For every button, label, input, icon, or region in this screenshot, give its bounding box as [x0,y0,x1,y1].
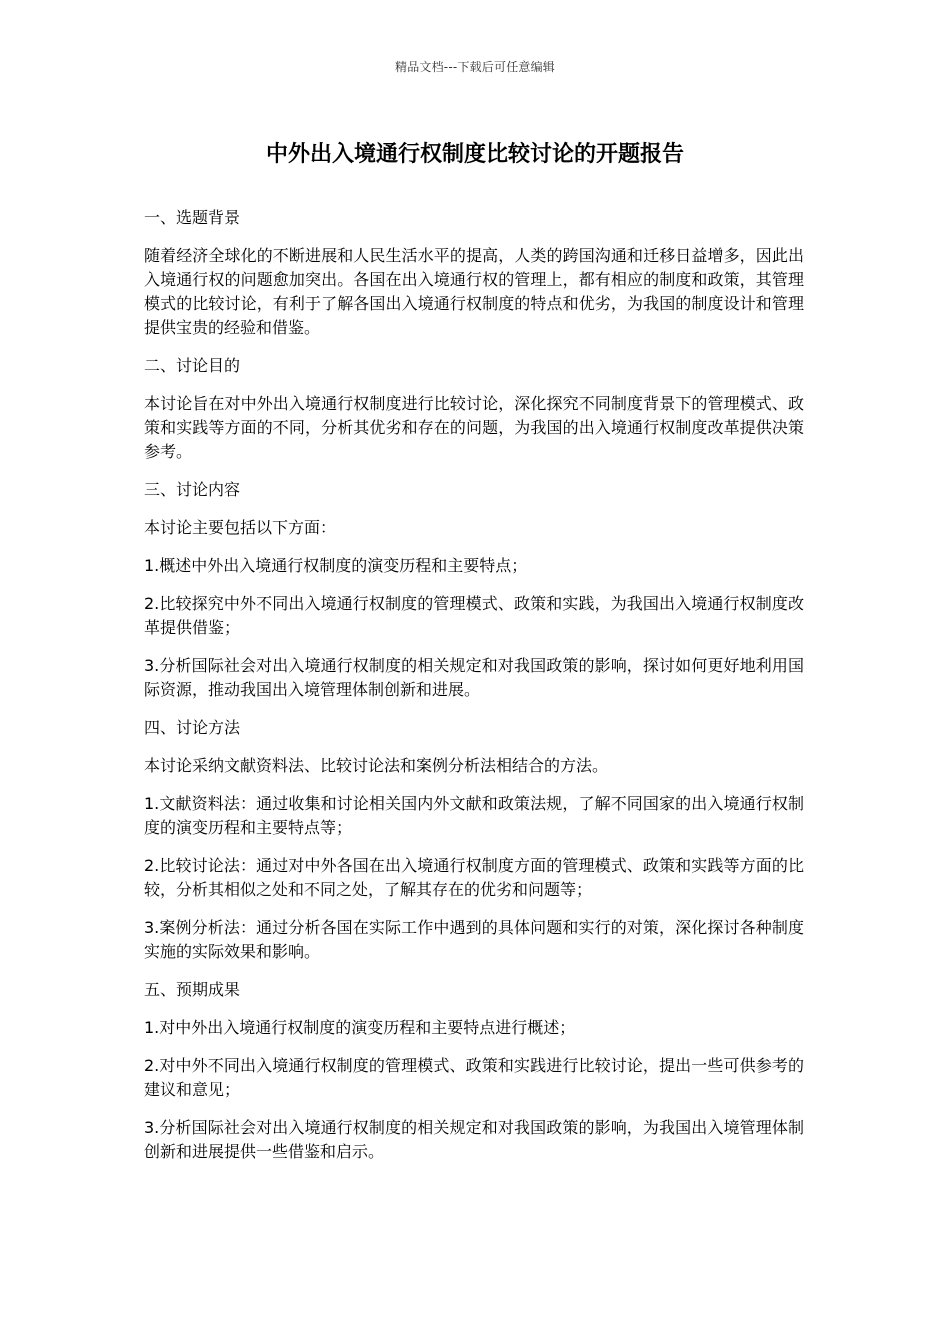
body-paragraph: 3.分析国际社会对出入境通行权制度的相关规定和对我国政策的影响，为我国出入境管理体制创新和进展提供一些借鉴和启示。 [144,1118,804,1161]
section-heading: 四、讨论方法 [144,718,241,737]
body-paragraph: 3.分析国际社会对出入境通行权制度的相关规定和对我国政策的影响，探讨如何更好地利用国际资源，推动我国出入境管理体制创新和进展。 [144,656,804,699]
body-paragraph: 本讨论旨在对中外出入境通行权制度进行比较讨论，深化探究不同制度背景下的管理模式、政策和实践等方面的不同，分析其优劣和存在的问题，为我国的出入境通行权制度改革提供决策参考。 [144,394,804,461]
document-body [144,206,804,1178]
body-paragraph: 本讨论主要包括以下方面： [144,518,337,537]
document-title: 中外出入境通行权制度比较讨论的开题报告 [265,142,684,167]
header-note: 精品文档---下载后可任意编辑 [395,60,555,74]
body-paragraph: 2.比较探究中外不同出入境通行权制度的管理模式、政策和实践，为我国出入境通行权制度改革提供借鉴； [144,594,804,637]
body-paragraph: 1.对中外出入境通行权制度的演变历程和主要特点进行概述； [144,1018,576,1037]
body-paragraph: 本讨论采纳文献资料法、比较讨论法和案例分析法相结合的方法。 [144,756,609,775]
section-heading: 一、选题背景 [144,208,241,227]
body-paragraph: 1.概述中外出入境通行权制度的演变历程和主要特点； [144,556,528,575]
body-paragraph: 2.对中外不同出入境通行权制度的管理模式、政策和实践进行比较讨论，提出一些可供参考的建议和意见； [144,1056,804,1099]
body-paragraph: 1.文献资料法：通过收集和讨论相关国内外文献和政策法规，了解不同国家的出入境通行权制度的演变历程和主要特点等； [144,794,804,837]
section-heading: 五、预期成果 [144,980,241,999]
body-paragraph: 随着经济全球化的不断进展和人民生活水平的提高，人类的跨国沟通和迁移日益增多，因此出入境通行权的问题愈加突出。各国在出入境通行权的管理上，都有相应的制度和政策，其管理模式的比较讨论，有利于了解各国出入境通行权制度的特点和优劣，为我国的制度设计和管理提供宝贵的经验和借鉴。 [144,246,804,337]
section-heading: 三、讨论内容 [144,480,241,499]
body-paragraph: 3.案例分析法：通过分析各国在实际工作中遇到的具体问题和实行的对策，深化探讨各种制度实施的实际效果和影响。 [144,918,804,961]
body-paragraph: 2.比较讨论法：通过对中外各国在出入境通行权制度方面的管理模式、政策和实践等方面的比较，分析其相似之处和不同之处，了解其存在的优劣和问题等； [144,856,804,899]
section-heading: 二、讨论目的 [144,356,241,375]
